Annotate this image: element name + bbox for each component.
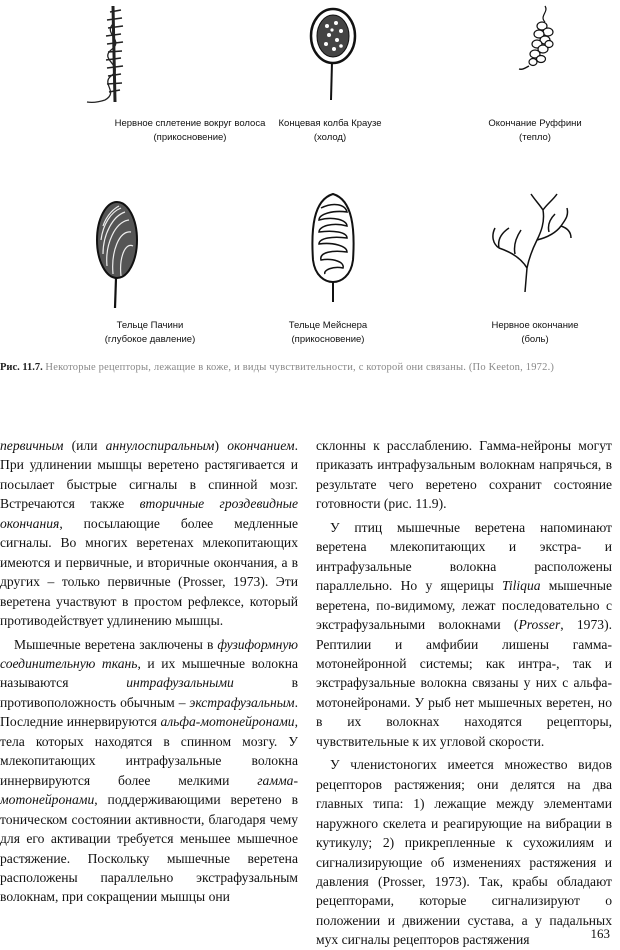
caption-ruffini-ending: Окончание Руффини (тепло) [488, 118, 582, 143]
caption-meissner-corpuscle: Тельце Мейснера (прикосновение) [288, 320, 368, 345]
figure-hair-plexus [62, 4, 162, 104]
caption-krause-bulb: Концевая колба Краузе (холод) [278, 118, 382, 143]
figure-krause-bulb [293, 4, 373, 104]
left-column [0, 436, 298, 907]
caption-hair-plexus: Нервное сплетение вокруг волоса (прикосновение) [114, 118, 266, 143]
right-paragraph-2: У птиц мышечные веретена напоминают веретена млекопитающих и экстра- и интрафузальные волокна расположены параллельно. Но у ящерицы Tiliqua мышечные веретена, по-видимому, лежат последовательно с экстрафузальными волокнами (Prosser, 1973). Рептилии и амфибии лишены гамма-мотонейронной системы; как интра-, так и экстрафузальные волокна связаны у них с альфа-мотонейронами. У рыб нет мышечных веретен, но в их волокнах находятся рецепторы, чувствительные к их угловой скорости. [316, 519, 612, 749]
free-nerve-ending-drawing [485, 188, 575, 298]
hair-plexus-drawing [77, 4, 147, 104]
right-column [316, 436, 612, 950]
meissner-corpuscle-drawing [303, 190, 363, 304]
right-paragraph-3: У членистоногих имеется множество видов рецепторов растяжения; они делятся на два главных типа: 1) лежащие между элементами наружного скелета и реагирующие на вибрации в кутикулу; 2) прикрепленные к сухожилиям и сигнализирующие об изменениях растяжения и давления (Prosser, 1973). Так, крабы обладают рецепторами, которые сигнализируют о положении и движении сустава, а у падальных мух сигналы рецепторов растяжения [316, 757, 612, 948]
figure-caption-label: Рис. 11.7. [0, 362, 43, 373]
figure-meissner-corpuscle [293, 190, 373, 304]
left-paragraph-2: Мышечные веретена заключены в фузиформную соединительную ткань, и их мышечные волокна называются интрафузальными в противоположность обычным – экстрафузальным. Последние иннервируются альфа-мотонейронами, тела которых находятся в спинном мозгу. У млекопитающих интрафузальные волокна иннервируются более мелкими гамма-мотонейронами, поддерживающими веретено в тоническом состоянии активности, благодаря чему для его активации требуется меньшее мышечное растяжение. Поскольку мышечные веретена расположены параллельно экстрафузальным волокнам, при сокращении мышцы они [0, 636, 299, 905]
caption-pacinian-corpuscle: Тельце Пачини (глубокое давление) [104, 320, 196, 345]
figure-ruffini-ending [505, 4, 575, 104]
figure-caption-text: Некоторые рецепторы, лежащие в коже, и виды чувствительности, с которой они связаны. (По Keeton, 1972.) [45, 362, 555, 373]
page-number: 163 [590, 926, 610, 941]
left-paragraph-1: первичным (или аннулоспиральным) окончанием. При удлинении мышцы веретено растягивается и посылает быстрые сигналы в спинной мозг. Встречаются также вторичные гроздевидные окончания, посылающие более медленные сигналы. Во многих веретенах млекопитающих имеются и первичные, и вторичные окончания, а в других – только первичные (Prosser, 1973). Эти веретена участвуют в простом рефлексе, который противодействует удлинению мышцы. [0, 438, 298, 629]
figure-free-nerve-ending [480, 188, 580, 298]
right-paragraph-1: склонны к расслаблению. Гамма-нейроны могут приказать интрафузальным волокнам напрячься, в результате чего веретено сохранит состояние готовности (рис. 11.9). [316, 438, 612, 512]
figure-caption [0, 360, 608, 375]
krause-bulb-drawing [303, 4, 363, 104]
ruffini-ending-drawing [515, 4, 565, 104]
pacinian-corpuscle-drawing [89, 196, 145, 310]
caption-free-nerve-ending: Нервное окончание (боль) [491, 320, 579, 345]
figure-pacinian-corpuscle [82, 196, 152, 310]
